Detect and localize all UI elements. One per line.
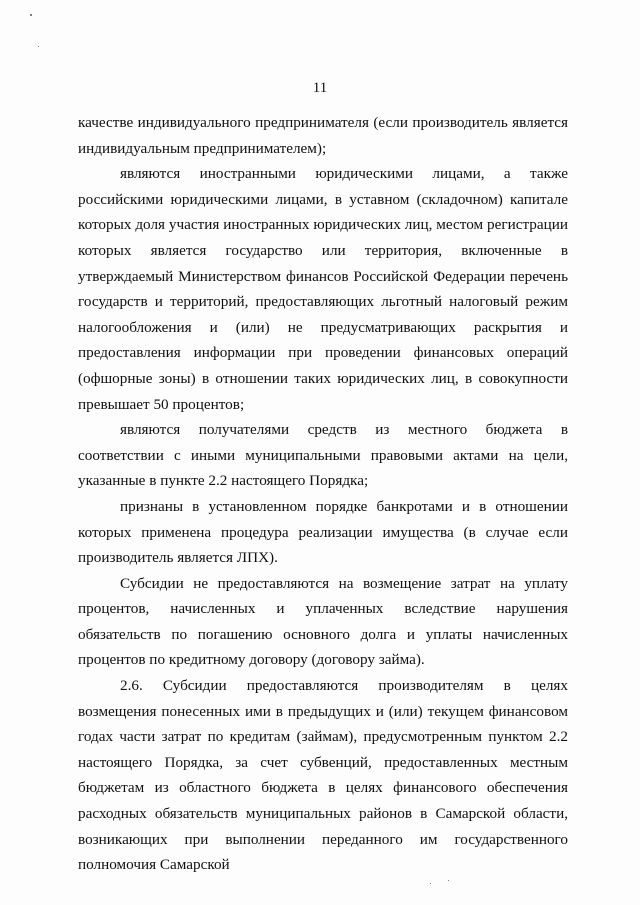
page-number: 11 [312, 80, 328, 96]
paragraph-continuation: качестве индивидуального предпринимателя (если производитель является индивидуальным предпринимателем); [78, 114, 568, 157]
scan-speck [38, 46, 39, 47]
paragraph-offshore: являются иностранными юридическими лицами, а также российскими юридическими лицами, в уставном (складочном) капитале которых доля участия иностранных юридических лиц, местом регистрации которых является государство или территория, включенные в утверждаемый Министерством финансов Российской Федерации перечень государств и территорий, предоставляющих льготный налоговый режим налогообложения и (или) не предусматривающих раскрытия и предоставления информации при проведении финансовых операций (офшорные зоны) в отношении таких юридических лиц, в совокупности превышает 50 процентов; [78, 165, 568, 413]
scan-speck [448, 880, 449, 881]
scan-speck [430, 883, 431, 884]
paragraph-bankrupt: признаны в установленном порядке банкротами и в отношении которых применена процедура реализации имущества (в случае если производитель является ЛПХ). [78, 497, 568, 567]
scan-speck [30, 14, 32, 16]
paragraph-2-6: 2.6. Субсидии предоставляются производителям в целях возмещения понесенных ими в предыдущих и (или) текущем финансовом годах части затрат по кредитам (займам), предусмотренным пунктом 2.2 настоящего Порядка, за счет субвенций, предоставленных местным бюджетам из областного бюджета в целях финансового обеспечения расходных обязательств муниципальных районов в Самарской области, возникающих при выполнении переданного им государственного полномочия Самарской [78, 677, 568, 874]
document-body [78, 110, 568, 878]
paragraph-interest-exclusion: Субсидии не предоставляются на возмещение затрат на уплату процентов, начисленных и уплаченных вследствие нарушения обязательств по погашению основного долга и уплаты начисленных процентов по кредитному договору (договору займа). [78, 574, 568, 669]
paragraph-local-budget: являются получателями средств из местного бюджета в соответствии с иными муниципальными правовыми актами на цели, указанные в пункте 2.2 настоящего Порядка; [78, 421, 568, 490]
